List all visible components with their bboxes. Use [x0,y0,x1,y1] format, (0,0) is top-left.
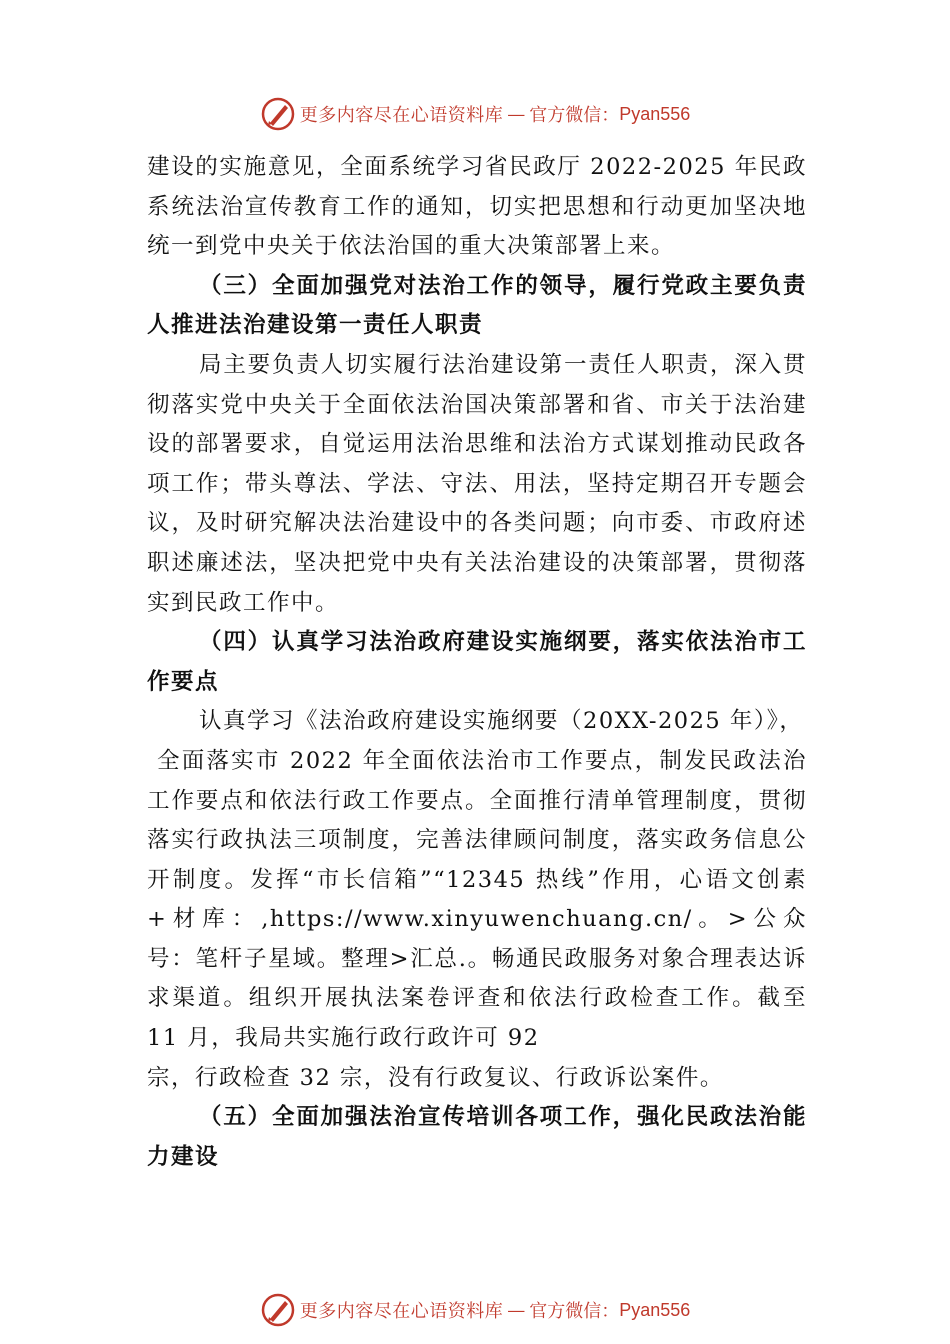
section-heading-3: （三）全面加强党对法治工作的领导，履行党政主要负责人推进法治建设第一责任人职责 [147,272,807,339]
banner-wechat-id: Pyan556 [619,1299,691,1320]
paragraph-continuation: 建设的实施意见，全面系统学习省民政厅 2022-2025 年民政系统法治宣传教育工作的通知，切实把思想和行动更加坚决地统一到党中央关于依法治国的重大决策部署上来。 [147,154,807,260]
banner-wechat-id: Pyan556 [619,103,691,124]
banner-dash: — [507,1299,526,1321]
document-body [147,148,807,1177]
banner-text: 更多内容尽在心语资料库 [299,1301,504,1322]
banner-dash: — [507,103,526,125]
paragraph-responsibility: 局主要负责人切实履行法治建设第一责任人职责，深入贯彻落实党中央关于全面依法治国决策部署和省、市关于法治建设的部署要求，自觉运用法治思维和法治方式谋划推动民政各项工作；带头尊法、学法、守法、用法，坚持定期召开专题会议，及时研究解决法治建设中的各类问题；向市委、市政府述职述廉述法，坚决把党中央有关法治建设的决策部署，贯彻落实到民政工作中。 [147,351,807,616]
pen-seal-logo-icon [260,1292,296,1328]
header-watermark-banner [0,94,950,134]
paragraph-case-stats: 宗，行政检查 32 宗，没有行政复议、行政诉讼案件。 [147,1064,724,1091]
pen-seal-logo-icon [260,96,296,132]
paragraph-outline-title: 认真学习《法治政府建设实施纲要（20XX-2025 年）》， [199,708,804,735]
section-heading-4: （四）认真学习法治政府建设实施纲要，落实依法治市工作要点 [147,629,807,695]
section-heading-5: （五）全面加强法治宣传培训各项工作，强化民政法治能力建设 [147,1104,807,1170]
paragraph-work-points: 全面落实市 2022 年全面依法治市工作要点，制发民政法治工作要点和依法行政工作要点。全面推行清单管理制度，贯彻落实行政执法三项制度，完善法律顾问制度，落实政务信息公开制度。发挥“市长信箱”“12345 热线”作用，心语文创素+材库：,https://www.xinyuwenchuang.cn/。>公众号：笔杆子星域。整理>汇总.。畅通民政服务对象合理表达诉求渠道。组织开展执法案卷评查和依法行政检查工作。截至 11 月，我局共实施行政行政许可 92 [147,747,807,1052]
footer-watermark-banner [0,1290,950,1330]
banner-wechat-label: 官方微信： [529,1301,620,1322]
banner-wechat-label: 官方微信： [529,105,620,126]
banner-text: 更多内容尽在心语资料库 [299,105,504,126]
